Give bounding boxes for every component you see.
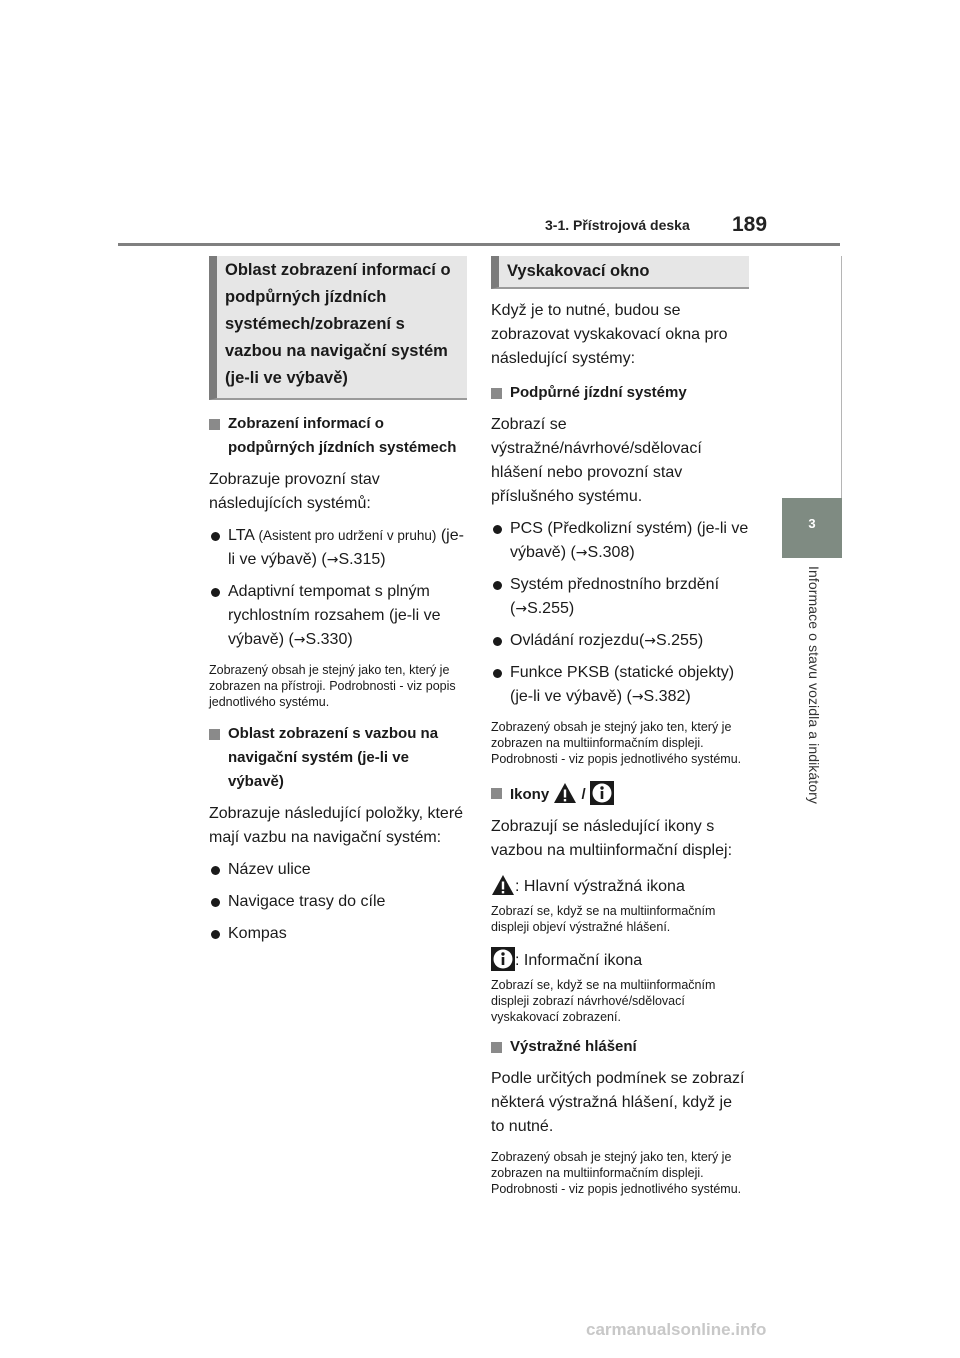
note: Zobrazený obsah je stejný jako ten, který je zobrazen na multiinformačním displeji. Podrobnosti - viz popis jednotlivého systému. <box>491 720 742 766</box>
section-title: 3-1. Přístrojová deska <box>545 217 690 233</box>
list-item: Název ulice <box>209 858 467 882</box>
side-divider <box>841 256 842 498</box>
page-reference[interactable]: S.330) <box>305 631 353 648</box>
left-section-heading: Oblast zobrazení informací o podpůrných jízdních systémech/zobrazení s vazbou na navigační systém (je-li ve výbavě) <box>209 256 467 400</box>
note: Zobrazený obsah je stejný jako ten, který je zobrazen na přístroji. Podrobnosti - viz popis jednotlivého systému. <box>209 663 456 709</box>
list-item: Kompas <box>209 922 467 946</box>
info-icon <box>590 781 614 805</box>
right-column <box>491 256 749 1197</box>
subheading-warning-message: Výstražné hlášení <box>491 1035 749 1059</box>
subheading-icons: Ikony / <box>491 781 749 807</box>
list-item: Navigace trasy do cíle <box>209 890 467 914</box>
square-bullet-icon <box>491 788 502 799</box>
paragraph: Podle určitých podmínek se zobrazí některá výstražná hlášení, když je to nutné. <box>491 1070 745 1135</box>
bullet-icon <box>493 581 502 590</box>
list-item: Systém přednostního brzdění (→S.255) <box>491 573 749 621</box>
page-reference[interactable]: S.255) <box>656 632 704 649</box>
info-icon-row: : Informační ikona <box>491 947 749 973</box>
paragraph: Zobrazí se výstražné/návrhové/sdělovací hlášení nebo provozní stav příslušného systému. <box>491 416 702 505</box>
paragraph: Když je to nutné, budou se zobrazovat vyskakovací okna pro následující systémy: <box>491 302 728 367</box>
arrow-icon: → <box>326 552 339 568</box>
arrow-icon: → <box>644 633 657 649</box>
page-reference[interactable]: S.255) <box>527 600 575 617</box>
arrow-icon: → <box>515 601 528 617</box>
warning-icon <box>553 781 577 805</box>
list-item: Ovládání rozjezdu(→S.255) <box>491 629 749 653</box>
list-item: Funkce PKSB (statické objekty) (je-li ve výbavě) (→S.382) <box>491 661 749 709</box>
square-bullet-icon <box>209 729 220 740</box>
subheading-assist-info: Zobrazení informací o podpůrných jízdních systémech <box>209 412 467 460</box>
arrow-icon: → <box>631 689 644 705</box>
bullet-icon <box>493 637 502 646</box>
chapter-title: Informace o stavu vozidla a indikátory <box>806 566 822 805</box>
chapter-tab <box>782 498 842 558</box>
square-bullet-icon <box>209 419 220 430</box>
arrow-icon: → <box>575 545 588 561</box>
bullet-icon <box>493 525 502 534</box>
square-bullet-icon <box>491 388 502 399</box>
page-reference[interactable]: S.382) <box>643 688 691 705</box>
subheading-driving-assist: Podpůrné jízdní systémy <box>491 381 749 405</box>
warning-icon-row: : Hlavní výstražná ikona <box>491 873 749 899</box>
bullet-icon <box>211 532 220 541</box>
note: Zobrazený obsah je stejný jako ten, který je zobrazen na multiinformačním displeji. Podrobnosti - viz popis jednotlivého systému. <box>491 1150 742 1196</box>
left-column <box>209 256 467 946</box>
list-item: Adaptivní tempomat s plným rychlostním rozsahem (je-li ve výbavě) (→S.330) <box>209 580 467 652</box>
bullet-icon <box>211 588 220 597</box>
paragraph: Zobrazují se následující ikony s vazbou na multiinformační displej: <box>491 818 733 859</box>
note: Zobrazí se, když se na multiinformačním displeji objeví výstražné hlášení. <box>491 904 716 934</box>
chapter-number: 3 <box>808 516 816 531</box>
info-icon <box>491 947 515 971</box>
bullet-icon <box>211 866 220 875</box>
warning-icon <box>491 873 515 897</box>
paragraph: Zobrazuje následující položky, které mají vazbu na navigační systém: <box>209 805 464 846</box>
watermark: carmanualsonline.info <box>586 1320 767 1339</box>
paragraph: Zobrazuje provozní stav následujících systémů: <box>209 471 380 512</box>
page-reference[interactable]: S.308) <box>587 544 635 561</box>
page-reference[interactable]: S.315) <box>338 551 386 568</box>
note: Zobrazí se, když se na multiinformačním displeji zobrazí návrhové/sdělovací vyskakovací zobrazení. <box>491 978 716 1024</box>
page-number: 189 <box>732 213 768 236</box>
list-item: LTA (Asistent pro udržení v pruhu) (je-li ve výbavě) (→S.315) <box>209 524 467 572</box>
list-item: PCS (Předkolizní systém) (je-li ve výbavě) (→S.308) <box>491 517 749 565</box>
right-section-heading: Vyskakovací okno <box>491 256 749 289</box>
square-bullet-icon <box>491 1042 502 1053</box>
bullet-icon <box>211 930 220 939</box>
bullet-icon <box>211 898 220 907</box>
bullet-icon <box>493 669 502 678</box>
header-divider <box>118 243 840 246</box>
subheading-navigation: Oblast zobrazení s vazbou na navigační systém (je-li ve výbavě) <box>209 722 467 794</box>
arrow-icon: → <box>293 632 306 648</box>
